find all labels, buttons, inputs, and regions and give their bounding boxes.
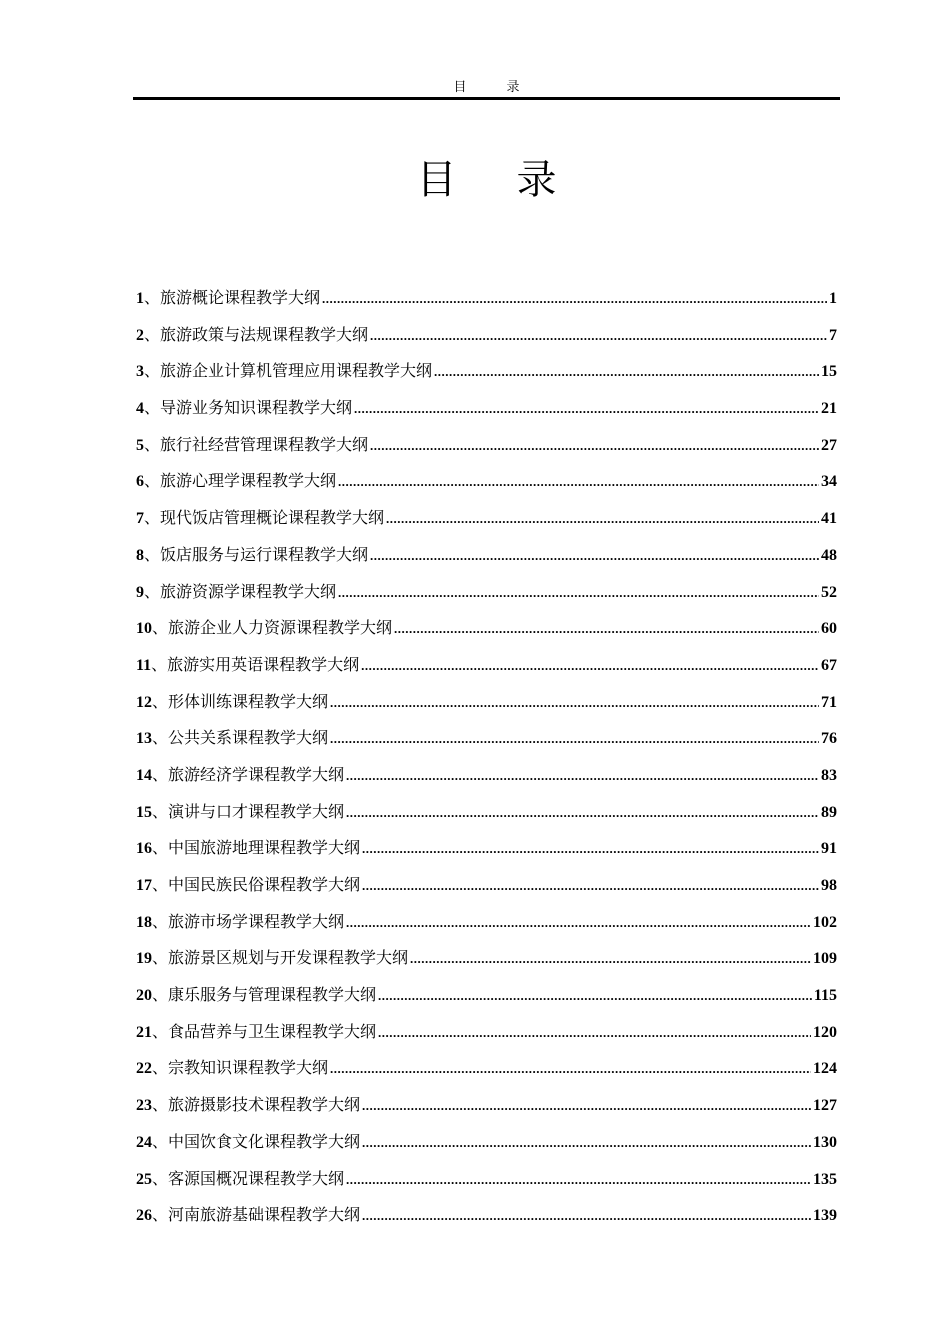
- toc-entry-page-number: 27: [821, 436, 837, 454]
- toc-entry-separator: 、: [144, 581, 161, 601]
- toc-entry[interactable]: [136, 720, 837, 757]
- toc-entry-number: 3: [136, 363, 144, 381]
- toc-entry-title: 中国民族民俗课程教学大纲: [168, 875, 361, 894]
- toc-entry-separator: 、: [144, 361, 161, 381]
- toc-entry-separator: 、: [151, 654, 168, 674]
- toc-entry-number: 2: [136, 326, 144, 344]
- toc-entry[interactable]: [136, 574, 837, 611]
- toc-entry-page-number: 135: [813, 1170, 837, 1188]
- toc-entry-page-number: 76: [821, 730, 837, 748]
- toc-entry[interactable]: [136, 463, 837, 500]
- toc-entry-page-number: 102: [813, 913, 837, 931]
- toc-entry[interactable]: [136, 1087, 837, 1124]
- toc-entry-number: 5: [136, 436, 144, 454]
- toc-entry-page-number: 67: [821, 656, 837, 674]
- toc-entry[interactable]: [136, 1050, 837, 1087]
- toc-entry-title: 旅游概论课程教学大纲: [160, 288, 321, 307]
- toc-dot-leader: [370, 538, 819, 575]
- toc-dot-leader: [362, 868, 819, 905]
- toc-entry-number: 21: [136, 1023, 152, 1041]
- toc-entry[interactable]: [136, 647, 837, 684]
- toc-entry-page-number: 124: [813, 1060, 837, 1078]
- toc-entry-page-number: 98: [821, 877, 837, 894]
- toc-entry-number: 23: [136, 1097, 152, 1115]
- toc-dot-leader: [410, 941, 811, 978]
- toc-dot-leader: [378, 1015, 811, 1052]
- toc-dot-leader: [386, 501, 819, 538]
- toc-entry-page-number: 41: [821, 510, 837, 528]
- toc-entry-number: 16: [136, 840, 152, 858]
- toc-entry-number: 11: [136, 656, 152, 674]
- toc-entry-title: 旅游市场学课程教学大纲: [168, 911, 345, 931]
- toc-entry-separator: 、: [144, 288, 161, 307]
- toc-entry-number: 4: [136, 400, 144, 418]
- toc-dot-leader: [330, 721, 819, 758]
- toc-dot-leader: [338, 575, 819, 612]
- toc-dot-leader: [361, 648, 819, 685]
- toc-entry-number: 14: [136, 766, 152, 784]
- header-divider: [133, 97, 840, 100]
- toc-entry-number: 12: [136, 693, 152, 711]
- toc-entry-number: 17: [136, 877, 152, 894]
- toc-dot-leader: [378, 978, 812, 1015]
- toc-entry-page-number: 115: [813, 987, 837, 1005]
- toc-entry-number: 6: [136, 473, 144, 491]
- toc-dot-leader: [338, 464, 819, 501]
- toc-entry[interactable]: [136, 1124, 837, 1161]
- toc-entry[interactable]: [136, 830, 837, 867]
- toc-entry[interactable]: [136, 610, 837, 647]
- toc-dot-leader: [362, 831, 819, 868]
- toc-dot-leader: [370, 318, 827, 355]
- toc-entry-title: 旅游资源学课程教学大纲: [160, 581, 337, 601]
- page-title: 目录: [416, 157, 617, 203]
- toc-entry-separator: 、: [152, 1058, 169, 1078]
- toc-entry-number: 25: [136, 1170, 152, 1188]
- toc-entry[interactable]: [136, 1014, 837, 1051]
- toc-entry-separator: 、: [152, 985, 169, 1005]
- toc-entry-separator: 、: [144, 398, 161, 418]
- toc-entry-page-number: 15: [821, 363, 837, 381]
- toc-entry-separator: 、: [152, 764, 169, 784]
- toc-entry-separator: 、: [144, 508, 161, 528]
- toc-entry-page-number: 139: [813, 1207, 837, 1225]
- toc-entry-separator: 、: [152, 948, 169, 968]
- toc-entry-title: 旅游心理学课程教学大纲: [160, 471, 337, 491]
- toc-entry[interactable]: [136, 280, 837, 317]
- toc-entry-separator: 、: [152, 1205, 169, 1225]
- toc-dot-leader: [362, 1198, 811, 1235]
- toc-entry-title: 导游业务知识课程教学大纲: [160, 398, 353, 418]
- toc-entry-separator: 、: [152, 1168, 169, 1188]
- toc-dot-leader: [434, 354, 819, 391]
- toc-entry[interactable]: [136, 427, 837, 464]
- toc-entry-number: 13: [136, 730, 152, 748]
- toc-dot-leader: [346, 905, 811, 942]
- toc-dot-leader: [346, 1162, 811, 1199]
- toc-dot-leader: [362, 1125, 811, 1162]
- toc-entry-page-number: 109: [813, 950, 837, 968]
- toc-entry-title: 旅游景区规划与开发课程教学大纲: [168, 948, 409, 968]
- toc-entry-number: 15: [136, 803, 152, 821]
- toc-dot-leader: [370, 428, 819, 465]
- toc-dot-leader: [330, 1051, 811, 1088]
- toc-entry-separator: 、: [144, 434, 161, 454]
- toc-entry[interactable]: [136, 794, 837, 831]
- toc-entry-number: 24: [136, 1133, 152, 1151]
- toc-entry-number: 19: [136, 950, 152, 968]
- toc-entry-title: 旅游政策与法规课程教学大纲: [160, 324, 369, 344]
- toc-entry-title: 饭店服务与运行课程教学大纲: [160, 544, 369, 564]
- toc-entry-title: 河南旅游基础课程教学大纲: [168, 1205, 361, 1225]
- toc-dot-leader: [362, 1088, 811, 1125]
- toc-entry-number: 1: [136, 290, 144, 307]
- toc-entry-page-number: 52: [821, 583, 837, 601]
- toc-entry-separator: 、: [144, 471, 161, 491]
- toc-entry-title: 康乐服务与管理课程教学大纲: [168, 985, 377, 1005]
- toc-entry-page-number: 91: [821, 840, 837, 858]
- toc-entry-title: 中国旅游地理课程教学大纲: [168, 838, 361, 858]
- toc-entry-separator: 、: [152, 1131, 169, 1151]
- toc-entry[interactable]: [136, 684, 837, 721]
- toc-entry[interactable]: [136, 353, 837, 390]
- toc-entry-page-number: 7: [829, 326, 837, 344]
- toc-entry-page-number: 71: [821, 693, 837, 711]
- toc-dot-leader: [394, 611, 819, 648]
- toc-entry-title: 旅游企业人力资源课程教学大纲: [168, 618, 393, 638]
- toc-entry-number: 7: [136, 510, 144, 528]
- table-of-contents: [136, 280, 837, 1234]
- toc-entry-title: 旅游实用英语课程教学大纲: [167, 654, 360, 674]
- toc-entry-page-number: 1: [829, 290, 837, 307]
- toc-entry-separator: 、: [152, 691, 169, 711]
- toc-entry[interactable]: [136, 1161, 837, 1198]
- toc-dot-leader: [346, 758, 819, 795]
- toc-entry-separator: 、: [152, 911, 169, 931]
- toc-entry-title: 旅游企业计算机管理应用课程教学大纲: [160, 361, 433, 381]
- toc-entry-title: 食品营养与卫生课程教学大纲: [168, 1021, 377, 1041]
- toc-entry[interactable]: [136, 904, 837, 941]
- toc-entry[interactable]: [136, 757, 837, 794]
- toc-entry-number: 8: [136, 546, 144, 564]
- toc-entry-page-number: 120: [813, 1023, 837, 1041]
- toc-entry-number: 20: [136, 987, 152, 1005]
- toc-dot-leader: [330, 685, 819, 722]
- toc-entry-title: 中国饮食文化课程教学大纲: [168, 1131, 361, 1151]
- toc-entry-separator: 、: [152, 875, 169, 894]
- toc-entry-separator: 、: [144, 544, 161, 564]
- toc-entry-number: 9: [136, 583, 144, 601]
- toc-entry-number: 18: [136, 913, 152, 931]
- toc-entry-title: 公共关系课程教学大纲: [168, 728, 329, 748]
- toc-entry-number: 10: [136, 620, 152, 638]
- toc-dot-leader: [354, 391, 819, 428]
- toc-dot-leader: [322, 281, 827, 318]
- toc-entry-separator: 、: [152, 618, 169, 638]
- toc-entry-separator: 、: [152, 1095, 169, 1115]
- toc-entry-title: 现代饭店管理概论课程教学大纲: [160, 508, 385, 528]
- toc-entry-title: 旅行社经营管理课程教学大纲: [160, 434, 369, 454]
- toc-entry-separator: 、: [144, 324, 161, 344]
- toc-entry-page-number: 34: [821, 473, 837, 491]
- toc-entry[interactable]: [136, 537, 837, 574]
- toc-entry[interactable]: [136, 867, 837, 904]
- toc-entry-title: 形体训练课程教学大纲: [168, 691, 329, 711]
- toc-entry[interactable]: [136, 1197, 837, 1234]
- toc-entry[interactable]: [136, 390, 837, 427]
- toc-entry-page-number: 83: [821, 766, 837, 784]
- toc-entry-page-number: 21: [821, 400, 837, 418]
- toc-entry[interactable]: [136, 500, 837, 537]
- toc-entry[interactable]: [136, 317, 837, 354]
- toc-entry[interactable]: [136, 940, 837, 977]
- toc-entry-page-number: 130: [813, 1133, 837, 1151]
- toc-entry-title: 宗教知识课程教学大纲: [168, 1058, 329, 1078]
- toc-entry-title: 演讲与口才课程教学大纲: [168, 801, 345, 821]
- toc-entry-page-number: 127: [813, 1097, 837, 1115]
- toc-dot-leader: [346, 795, 819, 832]
- toc-entry-number: 26: [136, 1207, 152, 1225]
- toc-entry-page-number: 60: [821, 620, 837, 638]
- toc-entry-separator: 、: [152, 838, 169, 858]
- toc-entry-title: 客源国概况课程教学大纲: [168, 1168, 345, 1188]
- toc-entry[interactable]: [136, 977, 837, 1014]
- toc-entry-separator: 、: [152, 728, 169, 748]
- toc-entry-page-number: 89: [821, 803, 837, 821]
- toc-entry-title: 旅游经济学课程教学大纲: [168, 764, 345, 784]
- toc-entry-number: 22: [136, 1060, 152, 1078]
- toc-entry-separator: 、: [152, 801, 169, 821]
- toc-entry-title: 旅游摄影技术课程教学大纲: [168, 1095, 361, 1115]
- toc-entry-separator: 、: [152, 1021, 169, 1041]
- toc-entry-page-number: 48: [821, 546, 837, 564]
- running-header: 目录: [453, 80, 560, 95]
